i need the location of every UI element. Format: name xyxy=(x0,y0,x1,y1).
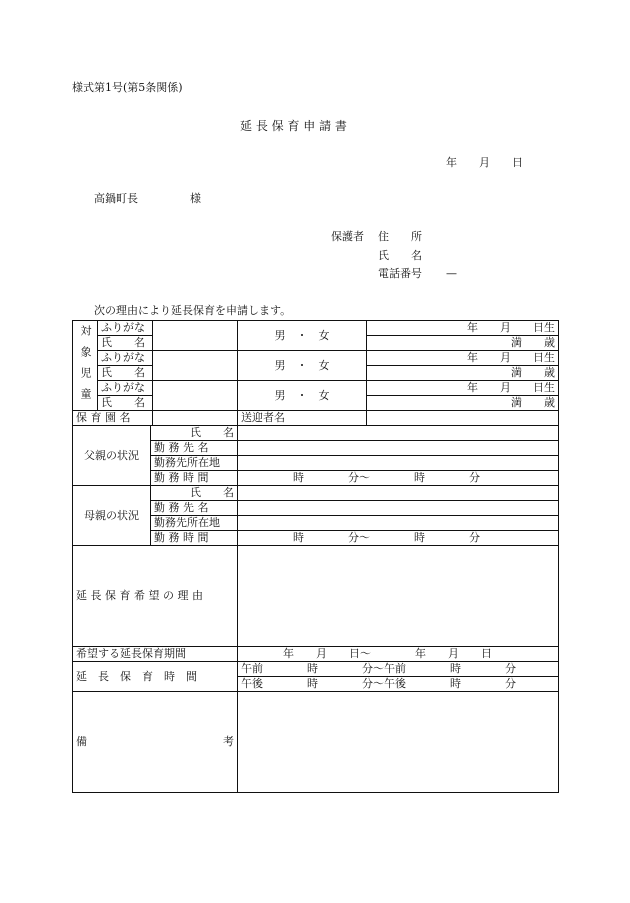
remarks-label xyxy=(73,692,238,793)
recipient-suffix: 様 xyxy=(190,192,201,205)
birth-date: 年 月 日生 xyxy=(367,381,559,396)
father-name-field[interactable] xyxy=(238,426,559,441)
extension-time-label: 延 長 保 育 時 間 xyxy=(73,662,238,692)
father-status-label: 父親の状況 xyxy=(73,426,151,486)
father-work-address-field[interactable] xyxy=(238,456,559,471)
child-name-field[interactable] xyxy=(153,381,238,411)
guardian-address-label: 住 所 xyxy=(378,230,422,243)
extension-time-pm[interactable]: 午後 時 分〜午後 時 分 xyxy=(238,677,559,692)
remarks-label-right: 考 xyxy=(223,735,234,748)
nursery-name-label: 保 育 園 名 xyxy=(73,411,153,426)
child-name-field[interactable] xyxy=(153,351,238,381)
intro-text: 次の理由により延長保育を申請します。 xyxy=(94,304,292,317)
date-line: 年 月 日 xyxy=(446,156,523,169)
mother-work-address-field[interactable] xyxy=(238,516,559,531)
child-row xyxy=(73,321,559,336)
gender-option[interactable]: 男 ・ 女 xyxy=(238,381,367,411)
father-workplace-label: 勤 務 先 名 xyxy=(151,441,238,456)
father-name-label: 氏 名 xyxy=(151,426,238,441)
phone-dash: — xyxy=(446,267,457,280)
furigana-label: ふりがな xyxy=(98,351,153,366)
gender-option[interactable]: 男 ・ 女 xyxy=(238,321,367,351)
mother-work-address-label: 勤務先所在地 xyxy=(151,516,238,531)
furigana-label: ふりがな xyxy=(98,321,153,336)
remarks-label-left: 備 xyxy=(76,735,87,748)
child-name-label: 氏 名 xyxy=(98,366,153,381)
father-work-address-label: 勤務先所在地 xyxy=(151,456,238,471)
age: 満 歳 xyxy=(367,336,559,351)
form-number: 様式第1号(第5条関係) xyxy=(72,81,183,94)
mother-name-field[interactable] xyxy=(238,486,559,501)
age: 満 歳 xyxy=(367,366,559,381)
guardian-phone-label: 電話番号 xyxy=(378,267,422,280)
father-work-hours-field[interactable]: 時 分〜 時 分 xyxy=(238,471,559,486)
mother-work-hours-label: 勤 務 時 間 xyxy=(151,531,238,546)
age: 満 歳 xyxy=(367,396,559,411)
mother-work-hours-field[interactable]: 時 分〜 時 分 xyxy=(238,531,559,546)
document-title: 延 長 保 育 申 請 書 xyxy=(240,119,347,133)
mother-workplace-label: 勤 務 先 名 xyxy=(151,501,238,516)
furigana-label: ふりがな xyxy=(98,381,153,396)
nursery-name-field[interactable] xyxy=(153,411,238,426)
pickup-person-label: 送迎者名 xyxy=(238,411,367,426)
child-name-label: 氏 名 xyxy=(98,336,153,351)
birth-date: 年 月 日生 xyxy=(367,351,559,366)
application-table xyxy=(72,320,559,793)
child-row xyxy=(73,381,559,396)
child-row xyxy=(73,351,559,366)
mother-workplace-field[interactable] xyxy=(238,501,559,516)
child-name-label: 氏 名 xyxy=(98,396,153,411)
extension-period-field[interactable]: 年 月 日〜 年 月 日 xyxy=(238,647,559,662)
guardian-name-label: 氏 名 xyxy=(378,249,422,262)
mother-status-label: 母親の状況 xyxy=(73,486,151,546)
extension-period-label: 希望する延長保育期間 xyxy=(73,647,238,662)
gender-option[interactable]: 男 ・ 女 xyxy=(238,351,367,381)
birth-date: 年 月 日生 xyxy=(367,321,559,336)
recipient: 高鍋町長 xyxy=(94,192,138,205)
extension-reason-field[interactable] xyxy=(238,546,559,647)
father-workplace-field[interactable] xyxy=(238,441,559,456)
target-child-label: 対象児童 xyxy=(73,321,98,411)
father-work-hours-label: 勤 務 時 間 xyxy=(151,471,238,486)
pickup-person-field[interactable] xyxy=(367,411,559,426)
extension-reason-label: 延 長 保 育 希 望 の 理 由 xyxy=(73,546,238,647)
child-name-field[interactable] xyxy=(153,321,238,351)
remarks-field[interactable] xyxy=(238,692,559,793)
extension-time-am[interactable]: 午前 時 分〜午前 時 分 xyxy=(238,662,559,677)
mother-name-label: 氏 名 xyxy=(151,486,238,501)
guardian-label: 保護者 xyxy=(331,230,364,243)
